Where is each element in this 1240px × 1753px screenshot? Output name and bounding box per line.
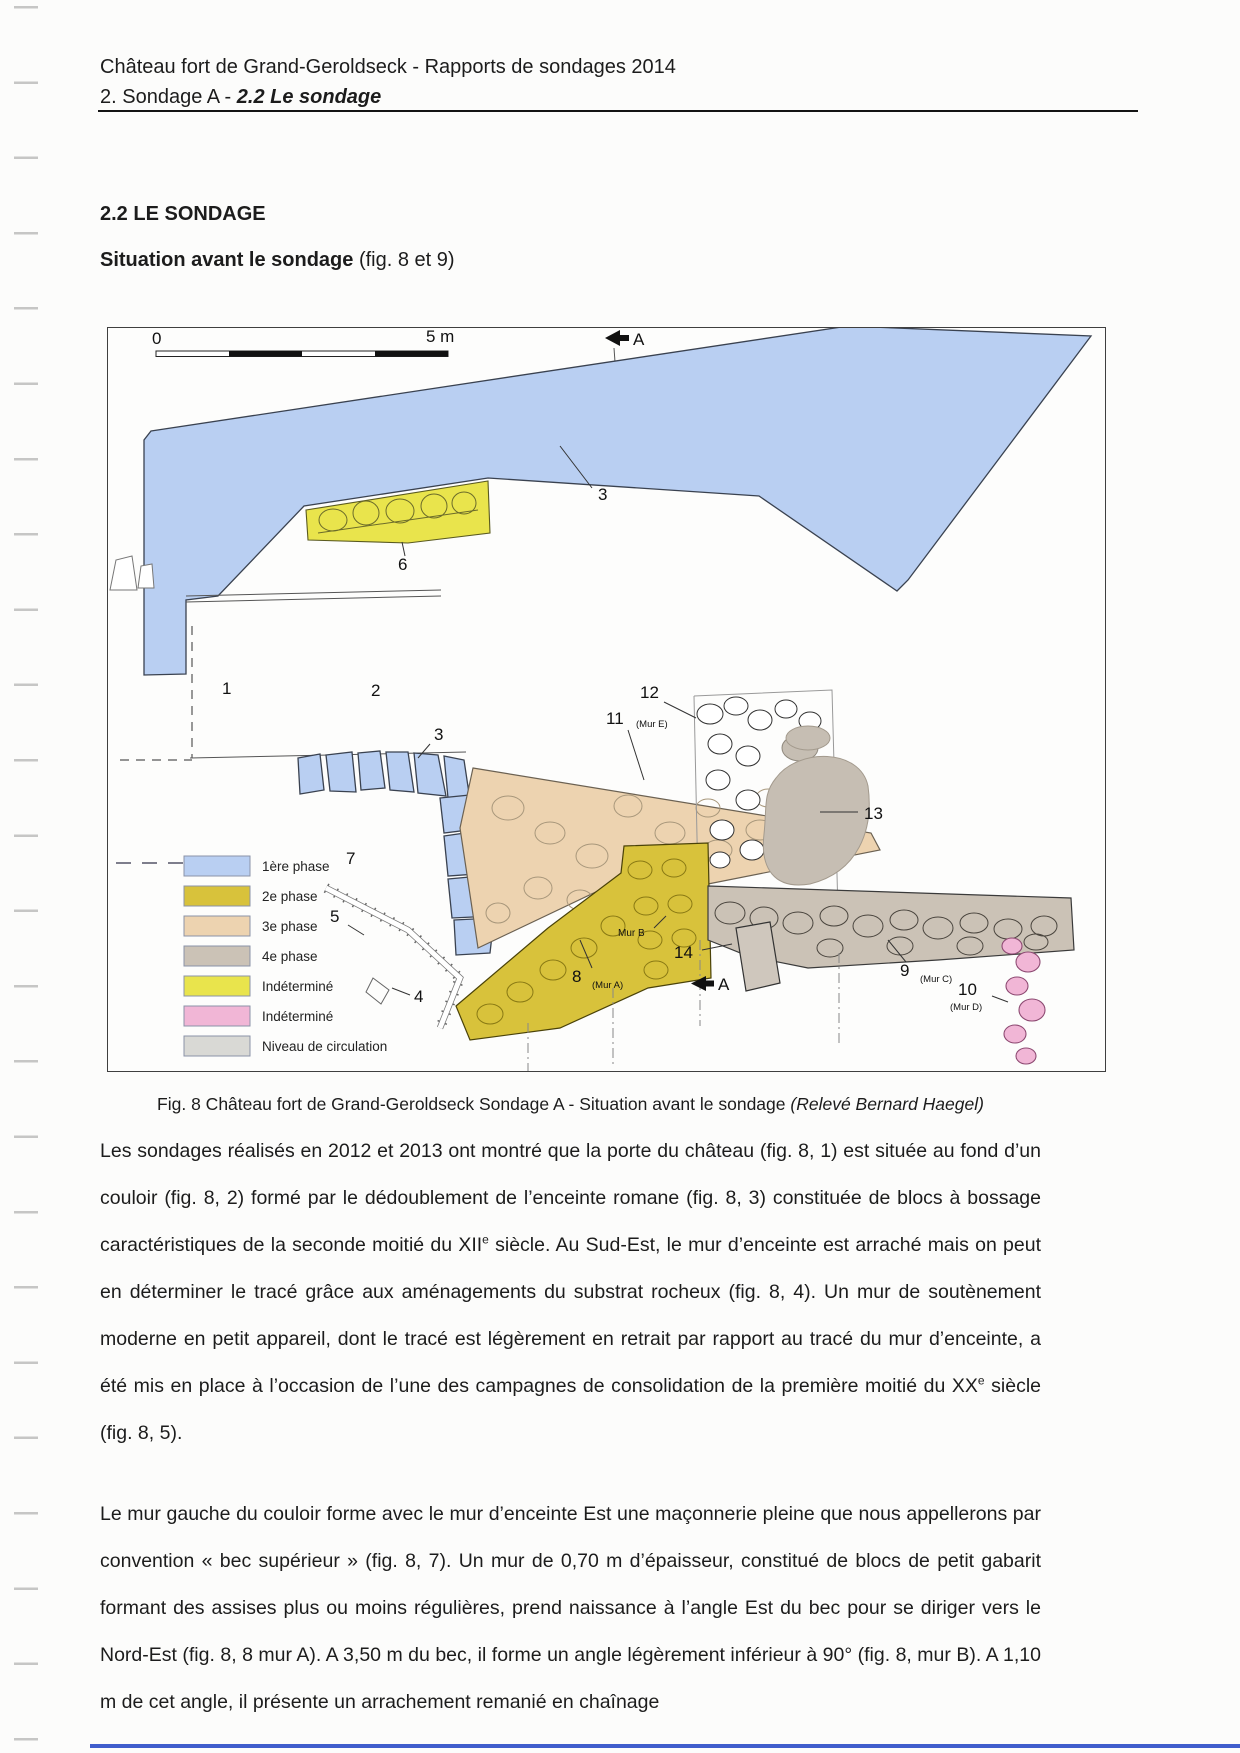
label-8-sub: (Mur A) <box>592 980 624 991</box>
legend-row <box>184 976 333 996</box>
label-12: 12 <box>640 683 659 702</box>
plan-drawing <box>108 328 1105 1071</box>
figure-caption-credit: (Relevé Bernard Haegel) <box>790 1094 984 1114</box>
scale-end-label: 5 m <box>426 328 455 346</box>
label-14: 14 <box>674 943 693 962</box>
legend-row <box>184 856 330 876</box>
figure-8-plan <box>107 327 1106 1072</box>
label-mur-b: Mur B <box>618 928 645 939</box>
figure-caption <box>100 1094 1041 1115</box>
paragraph-1: Les sondages réalisés en 2012 et 2013 ont montré que la porte du château (fig. 8, 1) est située au fond d’un couloir (fig. 8, 2) formé par le dédoublement de l’enceinte romane (fig. 8, 3) constituée de blocs à bossage caractéristiques de la seconde moitié du XIIe siècle. Au Sud-Est, le mur d’enceinte est arraché mais on peut en déterminer le tracé grâce aux aménagements du substrat rocheux (fig. 8, 4). Un mur de soutènement moderne en petit appareil, dont le tracé est légèrement en retrait par rapport au tracé du mur d’enceinte, a été mis en place à l’occasion de l’une des campagnes de consolidation de la première moitié du XXe siècle (fig. 8, 5). <box>100 1140 1041 1444</box>
enceinte-romane-band <box>144 328 1091 675</box>
legend-label: Indéterminé <box>262 1009 334 1024</box>
legend-row <box>184 946 318 966</box>
label-10: 10 <box>958 980 977 999</box>
breadcrumb <box>100 82 1140 112</box>
breadcrumb-section: 2.2 Le sondage <box>236 86 382 108</box>
scale-bar <box>152 328 454 357</box>
label-6: 6 <box>398 555 408 574</box>
subsection-heading <box>100 249 455 272</box>
legend-label: Niveau de circulation <box>262 1039 388 1054</box>
label-8: 8 <box>572 967 582 986</box>
page-header <box>100 52 1140 112</box>
label-13: 13 <box>864 804 883 823</box>
label-4: 4 <box>414 987 424 1006</box>
legend-label: 2e phase <box>262 889 318 904</box>
scan-artifact-line <box>90 1744 1240 1748</box>
label-1: 1 <box>222 679 232 698</box>
header-divider <box>98 110 1138 112</box>
section-letter-top: A <box>633 330 645 349</box>
subsection-heading-rest: (fig. 8 et 9) <box>353 249 455 271</box>
section-letter-bottom: A <box>718 975 730 994</box>
legend-label: 4e phase <box>262 949 318 964</box>
legend-row <box>184 1036 387 1056</box>
subsection-heading-bold: Situation avant le sondage <box>100 249 354 271</box>
legend-label: 1ère phase <box>262 859 330 874</box>
legend-label: 3e phase <box>262 919 318 934</box>
scale-start-label: 0 <box>152 329 162 348</box>
label-10-sub: (Mur D) <box>950 1002 983 1013</box>
label-3-stones: 3 <box>434 725 444 744</box>
legend-row <box>184 886 318 906</box>
legend-row <box>184 916 318 936</box>
label-11: 11 <box>606 709 624 728</box>
binding-curl-marks <box>14 6 38 1753</box>
report-title: Château fort de Grand-Geroldseck - Rapports de sondages 2014 <box>100 56 676 78</box>
label-7: 7 <box>346 849 356 868</box>
paragraph-2: Le mur gauche du couloir forme avec le mur d’enceinte Est une maçonnerie pleine que nous appellerons par convention « bec supérieur » (fig. 8, 7). Un mur de 0,70 m d’épaisseur, constitué de blocs de petit gabarit formant des assises plus ou moins régulières, prend naissance à l’angle Est du bec pour se diriger vers le Nord-Est (fig. 8, 8 mur A). A 3,50 m du bec, il forme un angle légèrement inférieur à 90° (fig. 8, mur B). A 1,10 m de cet angle, il présente un arrachement remanié en chaînage <box>100 1503 1041 1713</box>
rubble-mass-13 <box>763 726 883 885</box>
legend-row <box>184 1006 333 1026</box>
label-9: 9 <box>900 961 910 980</box>
breadcrumb-prefix: 2. Sondage A - <box>100 86 237 108</box>
gate-threshold-lines <box>186 590 441 602</box>
figure-caption-main: Fig. 8 Château fort de Grand-Geroldseck Sondage A - Situation avant le sondage <box>157 1094 791 1114</box>
label-9-sub: (Mur C) <box>920 974 953 985</box>
modern-retaining-wall-5 <box>326 888 460 1028</box>
legend-label: Indéterminé <box>262 979 334 994</box>
label-11-sub: (Mur E) <box>636 719 668 730</box>
label-2: 2 <box>371 681 381 700</box>
label-3-enceinte: 3 <box>598 485 608 504</box>
figure-legend <box>184 856 387 1056</box>
label-5: 5 <box>330 907 340 926</box>
section-heading: 2.2 LE SONDAGE <box>100 203 266 225</box>
body-text <box>100 1128 1041 1753</box>
